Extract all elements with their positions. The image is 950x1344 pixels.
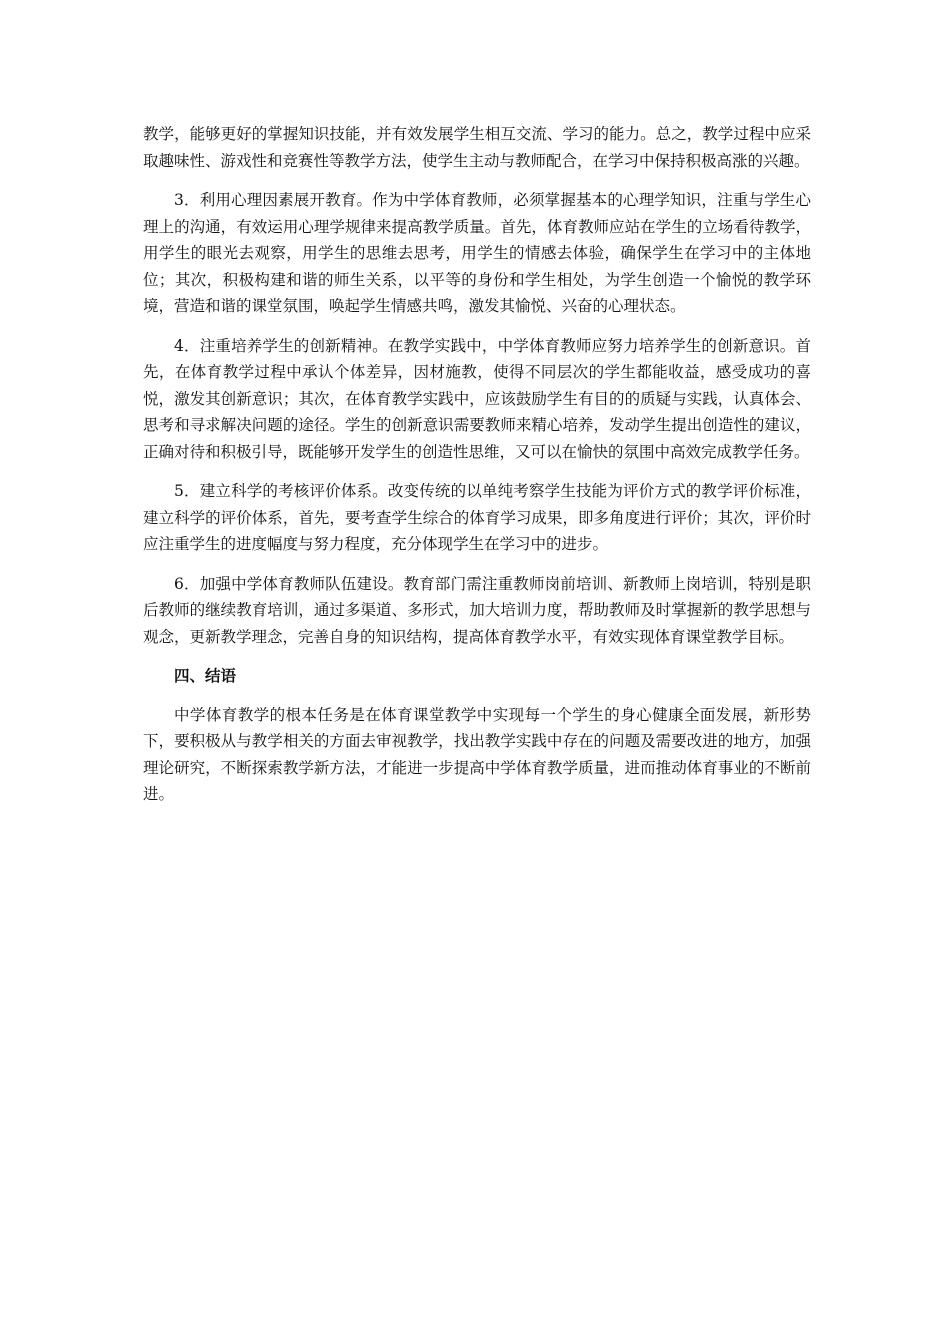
section-heading-conclusion: 四、结语 [174,667,237,685]
paragraph-item-5: 5．建立科学的考核评价体系。改变传统的以单纯考察学生技能为评价方式的教学评价标准，建立科学的评价体系，首先，要考查学生综合的体育学习成果，即多角度进行评价；其次，评价时应注重学生的进度幅度与努力程度，充分体现学生在学习中的进步。 [143,482,811,553]
paragraph-item-6: 6．加强中学体育教师队伍建设。教育部门需注重教师岗前培训、新教师上岗培训，特别是职后教师的继续教育培训，通过多渠道、多形式，加大培训力度，帮助教师及时掌握新的教学思想与观念，更新教学理念，完善自身的知识结构，提高体育教学水平，有效实现体育课堂教学目标。 [143,574,811,646]
paragraph-conclusion: 中学体育教学的根本任务是在体育课堂教学中实现每一个学生的身心健康全面发展，新形势下，要积极从与教学相关的方面去审视教学，找出教学实践中存在的问题及需要改进的地方，加强理论研究，不断探索教学新方法，才能进一步提高中学体育教学质量，进而推动体育事业的不断前进。 [143,705,811,803]
paragraph-item-3: 3．利用心理因素展开教育。作为中学体育教师，必须掌握基本的心理学知识，注重与学生心理上的沟通，有效运用心理学规律来提高教学质量。首先，体育教师应站在学生的立场看待教学，用学生的眼光去观察，用学生的思维去思考，用学生的情感去体验，确保学生在学习中的主体地位；其次，积极构建和谐的师生关系，以平等的身份和学生相处，为学生创造一个愉悦的教学环境，营造和谐的课堂氛围，唤起学生情感共鸣，激发其愉悦、兴奋的心理状态。 [143,191,811,315]
document-body [143,121,811,821]
paragraph-continuation: 教学，能够更好的掌握知识技能，并有效发展学生相互交流、学习的能力。总之，教学过程中应采取趣味性、游戏性和竞赛性等教学方法，使学生主动与教师配合，在学习中保持积极高涨的兴趣。 [143,125,811,170]
paragraph-item-4: 4．注重培养学生的创新精神。在教学实践中，中学体育教师应努力培养学生的创新意识。首先，在体育教学过程中承认个体差异，因材施教，使得不同层次的学生都能收益，感受成功的喜悦，激发其创新意识；其次，在体育教学实践中，应该鼓励学生有目的的质疑与实践，认真体会、思考和寻求解决问题的途径。学生的创新意识需要教师来精心培养，发动学生提出创造性的建议，正确对待和积极引导，既能够开发学生的创造性思维，又可以在愉快的氛围中高效完成教学任务。 [143,336,811,461]
